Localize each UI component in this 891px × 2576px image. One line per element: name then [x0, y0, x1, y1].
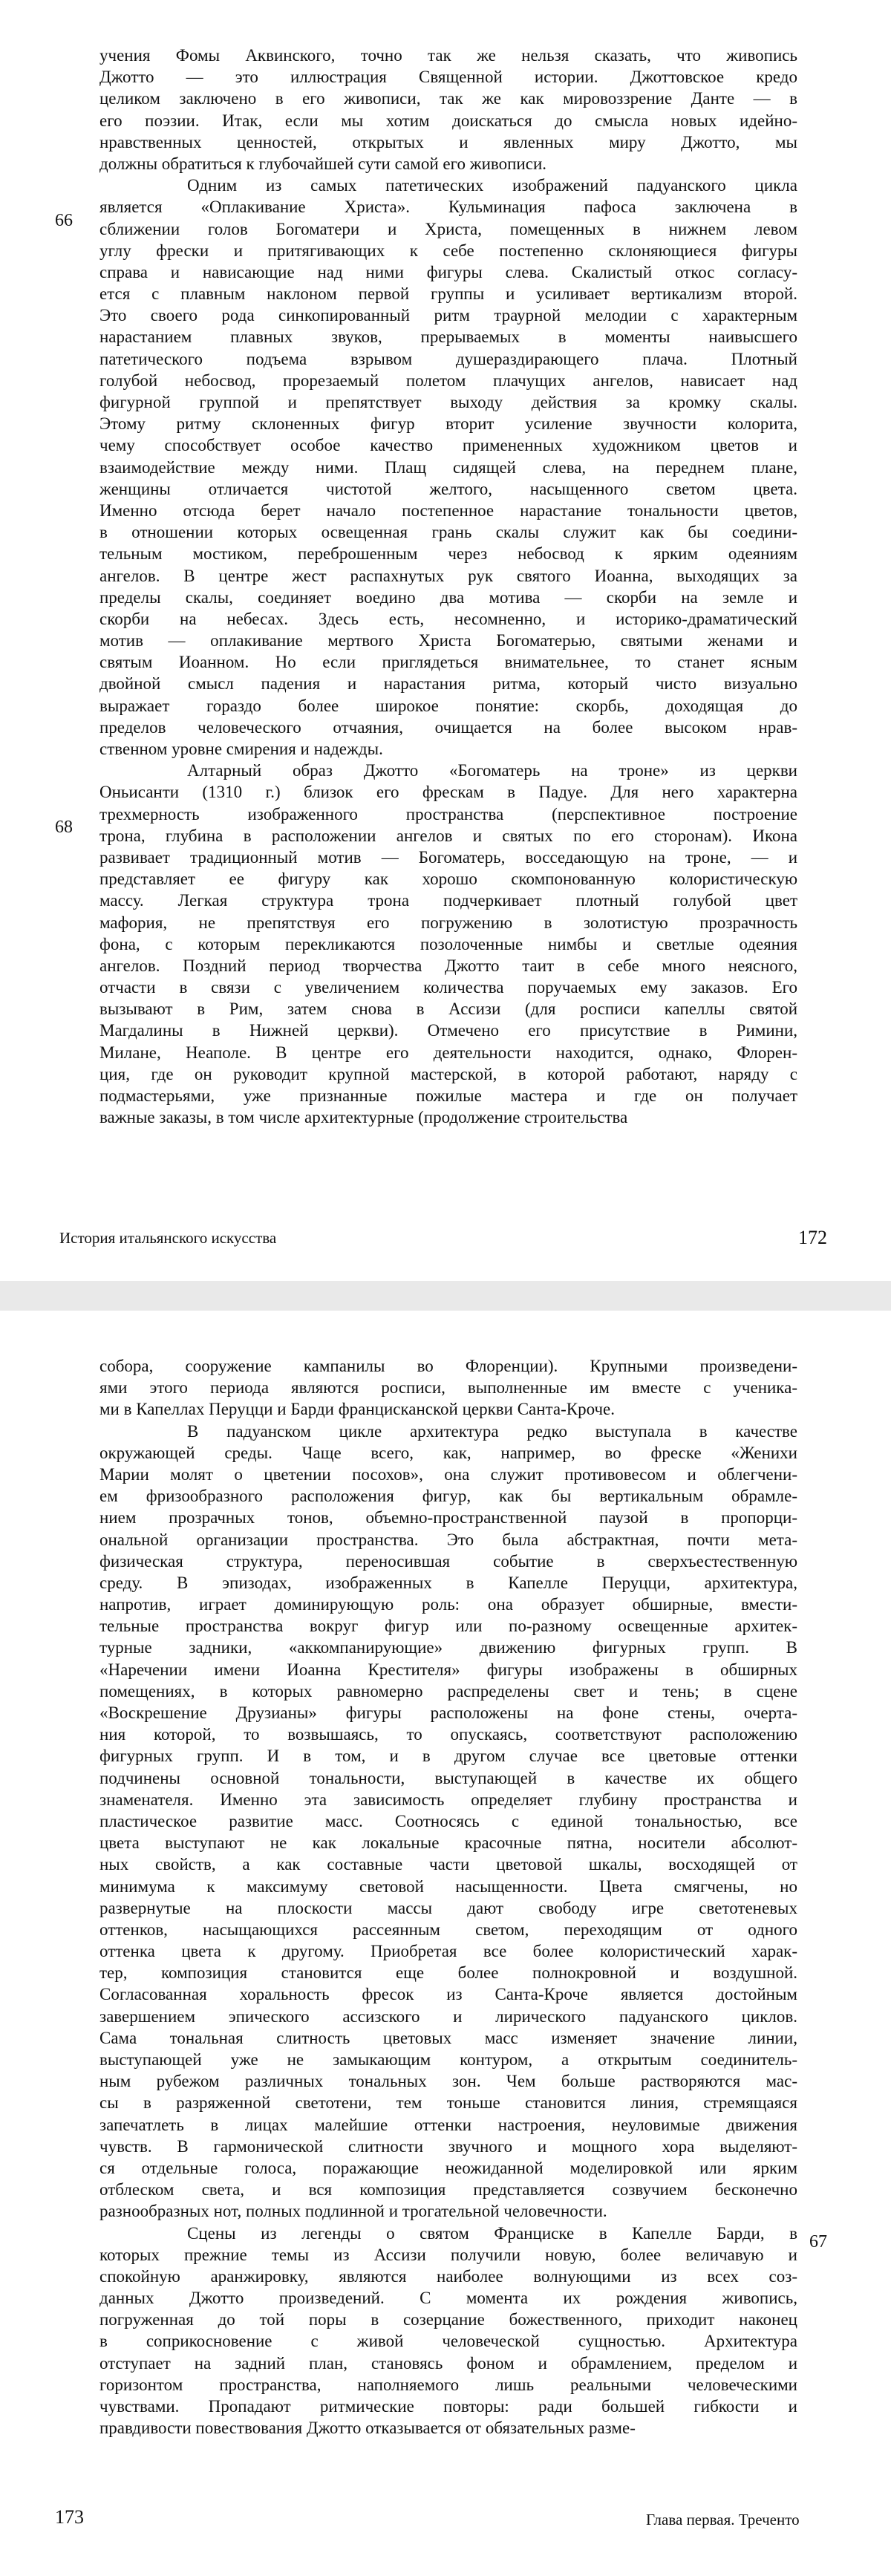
text-line: собора, сооружение кампанилы во Флоренции). Крупными произведени-	[99, 1357, 797, 1375]
text-line: сближении голов Богоматери и Христа, помещенных в нижнем левом	[99, 219, 797, 238]
text-line: ным рубежом различных тональных зон. Чем больше растворяются мас-	[99, 2072, 797, 2091]
text-line: нием прозрачных тонов, объемно-пространственной паузой в пропорци-	[99, 1508, 797, 1527]
text-line: тельные пространства вокруг фигур или по-разному освещенные архитек-	[99, 1617, 797, 1636]
text-line: выражает гораздо более широкое понятие: скорбь, доходящая до	[99, 696, 797, 715]
text-line: учения Фомы Аквинского, точно так же нельзя сказать, что живопись	[99, 46, 797, 65]
text-line: скорби на небесах. Здесь есть, несомненно, и историко-драматический	[99, 609, 797, 628]
text-line: данных Джотто произведений. С момента их рождения живопись,	[99, 2289, 797, 2308]
text-line: «Воскрешение Друзианы» фигуры расположены на фоне стены, очерта-	[99, 1703, 797, 1722]
text-line: ем фризообразного расположения фигур, как бы вертикальным обрамле-	[99, 1487, 797, 1506]
text-line: ангелов. В центре жест распахнутых рук святого Иоанна, выходящих за	[99, 566, 797, 585]
page-173	[0, 1311, 891, 2576]
text-line: оттенков, насыщающихся рассеянным светом, переходящим от одного	[99, 1920, 797, 1939]
text-line: подчинены основной тональности, выступающей в качестве их общего	[99, 1768, 797, 1787]
text-line: массу. Легкая структура трона подчеркивает плотный голубой цвет	[99, 891, 797, 910]
text-line: Одним из самых патетических изображений падуанского цикла	[187, 176, 797, 195]
page-number: 173	[55, 2506, 84, 2528]
margin-note-67: 67	[809, 2232, 827, 2251]
text-line: подмастерьями, уже признанные пожилые мастера и где он получает	[99, 1086, 797, 1105]
text-line: углу фрески и притягивающих к себе постепенно склоняющиеся фигуры	[99, 241, 797, 260]
text-line: его поэзии. Итак, если мы хотим доискаться до смысла новых идейно-	[99, 111, 797, 130]
text-line: должны обратиться к глубочайшей сути самой его живописи.	[99, 154, 546, 173]
text-line: физическая структура, переносившая событие в сверхъестественную	[99, 1551, 797, 1571]
text-line: ция, где он руководит крупной мастерской, в которой работают, наряду с	[99, 1064, 797, 1083]
text-line: важные заказы, в том числе архитектурные (продолжение строительства	[99, 1108, 628, 1127]
text-line: чувствами. Пропадают ритмические повторы: ради большей гибкости и	[99, 2397, 797, 2416]
text-line: тер, композиция становится еще более полнокровной и воздушной.	[99, 1963, 797, 1983]
text-line: отступает на задний план, становясь фоном и обрамлением, пределом и	[99, 2353, 797, 2373]
text-line: ных свойств, а как составные части цветовой шкалы, восходящей от	[99, 1855, 797, 1874]
page-172	[0, 0, 891, 1281]
text-line: нарастанием плавных звуков, прерываемых в моменты наивысшего	[99, 327, 797, 347]
text-line: мафория, не препятствуя его погружению в золотистую прозрачность	[99, 913, 797, 932]
text-line: окружающей среды. Чаще всего, как, например, во фреске «Женихи	[99, 1443, 797, 1462]
text-line: патетического подъема взрывом душераздирающего плача. Плотный	[99, 349, 797, 368]
text-line: является «Оплакивание Христа». Кульминация пафоса заключена в	[99, 198, 797, 217]
text-line: турные задники, «аккомпанирующие» движению фигурных групп. В	[99, 1638, 797, 1657]
text-line: чувств. В гармонической слитности звучного и мощного хора выделяют-	[99, 2136, 797, 2156]
text-line: ственном уровне смирения и надежды.	[99, 740, 383, 758]
text-line: В падуанском цикле архитектура редко выступала в качестве	[187, 1421, 797, 1441]
text-line: среду. В эпизодах, изображенных в Капелле Перуцци, архитектура,	[99, 1573, 797, 1592]
text-line: Алтарный образ Джотто «Богоматерь на троне» из церкви	[187, 761, 797, 780]
text-line: взаимодействие между ними. Плащ сидящей слева, на переднем плане,	[99, 457, 797, 477]
page-number: 172	[798, 1227, 827, 1248]
text-line: выступающей уже не замыкающим контуром, а открытым соединитель-	[99, 2050, 797, 2069]
text-line: фигурных групп. И в том, и в другом случае все цветовые оттенки	[99, 1747, 797, 1766]
text-line: «Наречении имени Иоанна Крестителя» фигуры изображены в обширных	[99, 1660, 797, 1679]
text-line: целиком заключено в его живописи, так же как мировоззрение Данте — в	[99, 89, 797, 108]
text-line: погруженная до той поры в созерцание божественного, приходит наконец	[99, 2310, 797, 2329]
text-line: святым Иоанном. Но если приглядеться внимательнее, то станет ясным	[99, 653, 797, 672]
text-line: помещениях, в которых равномерно распределены свет и тень; в сцене	[99, 1681, 797, 1701]
text-line: Именно отсюда берет начало постепенное нарастание тональности цветов,	[99, 500, 797, 520]
text-line: запечатлеть в лицах малейшие оттенки настроения, неуловимые движения	[99, 2115, 797, 2134]
text-line: цвета выступают не как локальные красочные пятна, носители абсолют-	[99, 1833, 797, 1853]
text-line: фона, с которым перекликаются позолоченные нимбы и светлые одеяния	[99, 934, 797, 953]
text-line: Этому ритму склоненных фигур вторит усиление звучности колорита,	[99, 414, 797, 434]
text-line: трехмерность изображенного пространства (перспективное построение	[99, 804, 797, 824]
text-line: Милане, Неаполе. В центре его деятельности находится, однако, Флорен-	[99, 1043, 797, 1062]
text-line: вызывают в Рим, затем снова в Ассизи (для росписи капеллы святой	[99, 1000, 797, 1019]
text-line: Магдалины в Нижней церкви). Отмечено его присутствие в Римини,	[99, 1021, 797, 1040]
text-line: минимума к максимуму световой насыщенности. Цвета смягчены, но	[99, 1876, 797, 1896]
text-line: завершением эпического ассизского и лирического падуанского циклов.	[99, 2006, 797, 2026]
page-172-text	[99, 45, 797, 1128]
text-line: чему способствует особое качество примененных художником цветов и	[99, 436, 797, 455]
text-line: ми в Капеллах Перуцци и Барди францисканской церкви Санта-Кроче.	[99, 1400, 616, 1419]
text-line: отблеском света, и вся композиция представляется созвучием бесконечно	[99, 2180, 797, 2200]
text-line: которых прежние темы из Ассизи получили новую, более величавую и	[99, 2245, 797, 2264]
text-line: развивает традиционный мотив — Богоматерь, восседающую на троне, — и	[99, 847, 797, 867]
text-line: в соприкосновение с живой человеческой сущностью. Архитектура	[99, 2332, 797, 2351]
text-line: знаменателя. Именно эта зависимость определяет глубину пространства и	[99, 1790, 797, 1809]
text-line: нравственных ценностей, открытых и явленных миру Джотто, мы	[99, 132, 797, 151]
text-line: горизонтом пространства, наполняемого лишь реальными человеческими	[99, 2375, 797, 2394]
margin-note-68: 68	[55, 818, 73, 837]
text-line: пластическое развитие масс. Соотносясь с единой тональностью, все	[99, 1811, 797, 1830]
text-line: развернутые на плоскости массы дают свободу игре светотеневых	[99, 1898, 797, 1917]
text-line: представляет ее фигуру как хорошо скомпонованную колористическую	[99, 870, 797, 889]
text-line: сы в разряженной светотени, тем тоньше становится линия, стремящаяся	[99, 2093, 797, 2113]
text-line: Сама тональная слитность цветовых масс изменяет значение линии,	[99, 2028, 797, 2047]
text-line: отчасти в связи с увеличением количества поручаемых ему заказов. Его	[99, 978, 797, 997]
text-line: Сцены из легенды о святом Франциске в Капелле Барди, в	[187, 2223, 797, 2243]
text-line: двойной смысл падения и нарастания ритма, который чисто визуально	[99, 674, 797, 694]
text-line: ется с плавным наклоном первой группы и усиливает вертикализм второй.	[99, 284, 797, 304]
text-line: ями этого периода являются росписи, выполненные им вместе с ученика-	[99, 1378, 797, 1398]
text-line: Согласованная хоральность фресок из Санта-Кроче является достойным	[99, 1985, 797, 2004]
page-divider	[0, 1281, 891, 1311]
text-line: ональной организации пространства. Это была абстрактная, почти мета-	[99, 1530, 797, 1549]
text-line: ния которой, то возвышаясь, то опускаясь, соответствуют расположению	[99, 1725, 797, 1744]
text-line: пределов человеческого отчаяния, очищается на более высоком нрав-	[99, 717, 797, 737]
text-line: женщины отличается чистотой желтого, насыщенного светом цвета.	[99, 479, 797, 498]
text-line: правдивости повествования Джотто отказывается от обязательных разме-	[99, 2419, 636, 2438]
text-line: напротив, играет доминирующую роль: она образует обширные, вмести-	[99, 1595, 797, 1614]
text-line: ангелов. Поздний период творчества Джотто таит в себе много неясного,	[99, 956, 797, 975]
running-title: Глава первая. Треченто	[646, 2511, 800, 2528]
text-line: оттенка цвета к другому. Приобретая все более колористический харак-	[99, 1942, 797, 1961]
text-line: справа и нависающие над ними фигуры слева. Скалистый откос согласу-	[99, 262, 797, 281]
text-line: ся отдельные голоса, поражающие неожиданной моделировкой или ярким	[99, 2158, 797, 2177]
margin-note-66: 66	[55, 211, 73, 230]
page-173-text	[99, 1355, 797, 2439]
text-line: пределы скалы, соединяет воедино два мотива — скорби на земле и	[99, 587, 797, 607]
text-line: фигурной группой и препятствует выходу действия за кромку скалы.	[99, 393, 797, 411]
text-line: Джотто — это иллюстрация Священной истории. Джоттовское кредо	[99, 68, 797, 87]
text-line: разнообразных нот, полных подлинной и трогательной человечности.	[99, 2202, 607, 2221]
text-line: Это своего рода синкопированный ритм траурной мелодии с характерным	[99, 306, 797, 325]
text-line: голубой небосвод, прорезаемый полетом плачущих ангелов, нависает над	[99, 371, 797, 390]
text-line: мотив — оплакивание мертвого Христа Богоматерью, святыми женами и	[99, 631, 797, 650]
text-line: спокойную аранжировку, являются наиболее волнующими из всех соз-	[99, 2266, 797, 2286]
text-line: Оньисанти (1310 г.) близок его фрескам в Падуе. Для него характерна	[99, 783, 797, 802]
running-title: История итальянского искусства	[59, 1229, 277, 1247]
text-line: тельным мостиком, переброшенным через небосвод к ярким одеяниям	[99, 544, 797, 564]
text-line: трона, глубина в расположении ангелов и святых по его сторонам). Икона	[99, 826, 797, 845]
text-line: Марии молят о цветении посохов», она служит противовесом и облегчени-	[99, 1464, 797, 1484]
text-line: в отношении которых освещенная грань скалы служит как бы соедини-	[99, 523, 797, 542]
